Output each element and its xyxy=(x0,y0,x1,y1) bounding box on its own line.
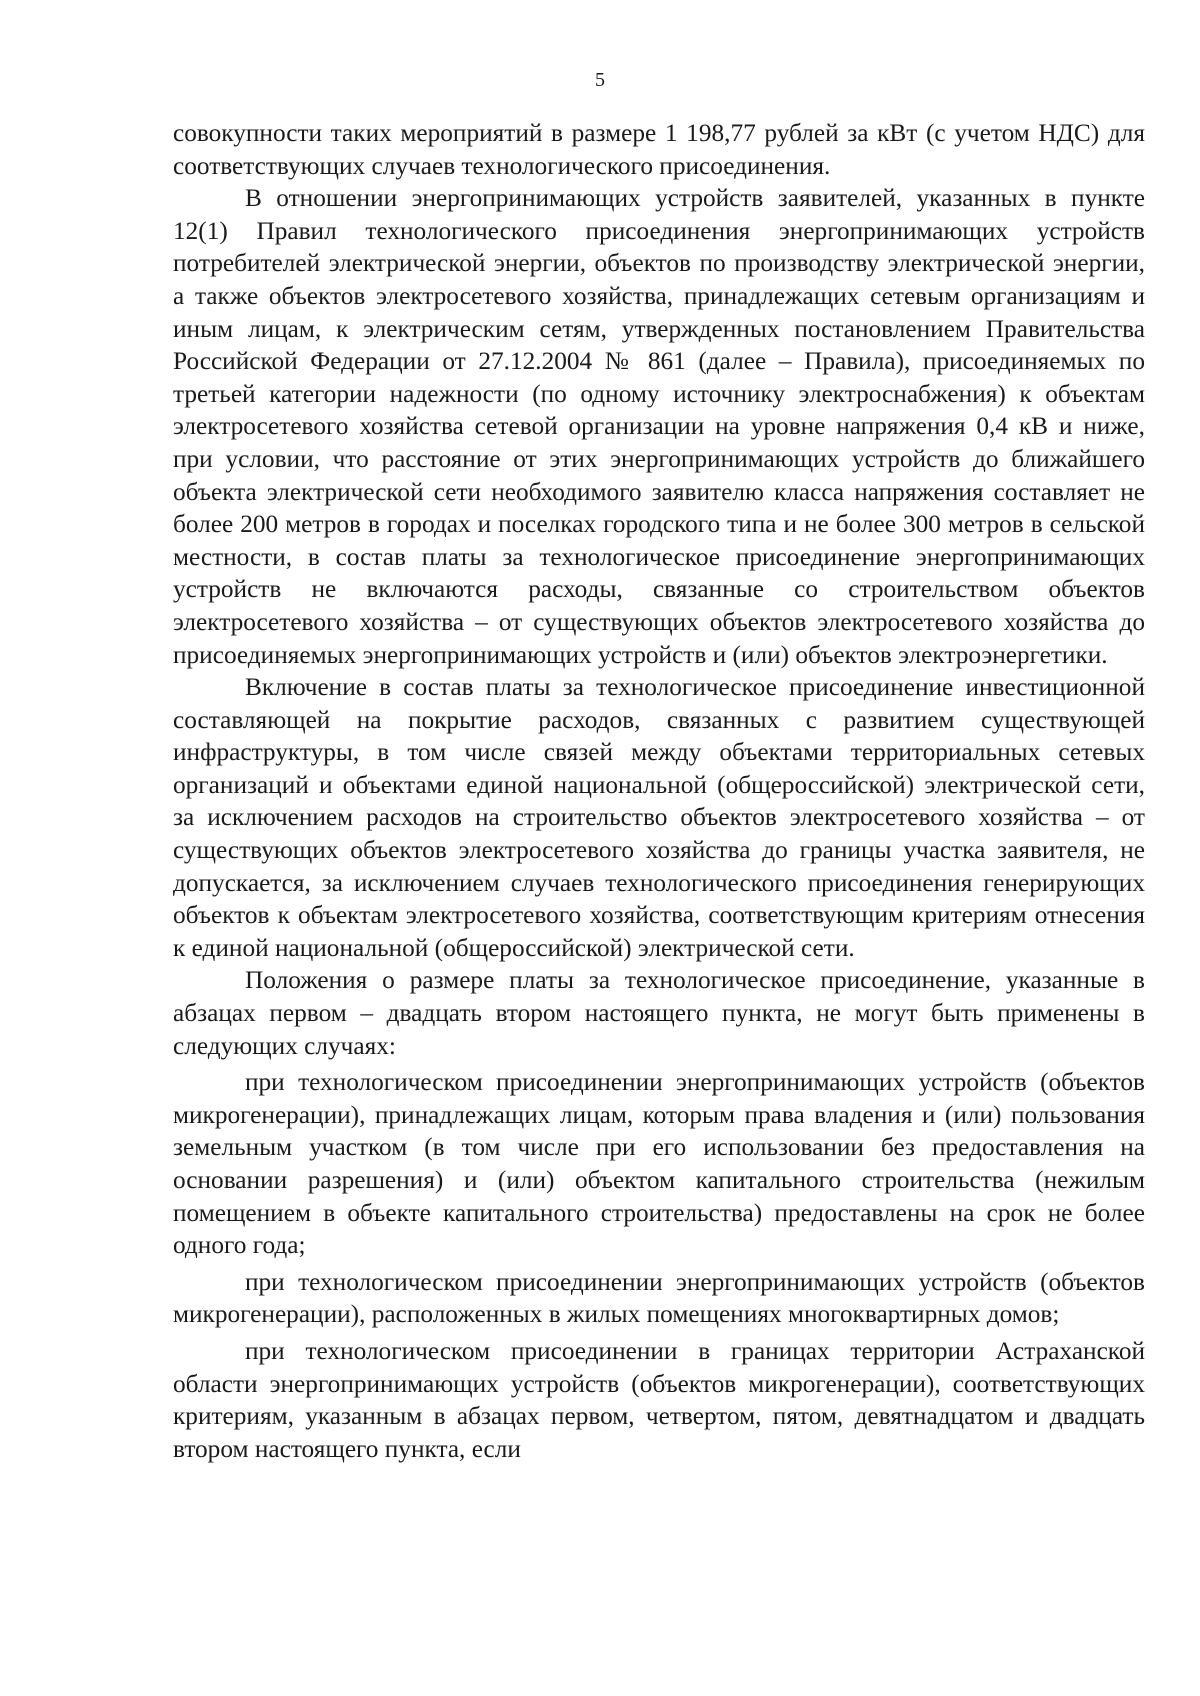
paragraph-continuation: совокупности таких мероприятий в размере 1 198,77 рублей за кВт (с учетом НДС) для соответствующих случаев технологического присоединения. xyxy=(173,119,1145,180)
page-number: 5 xyxy=(595,69,605,91)
list-paragraph: при технологическом присоединении энергопринимающих устройств (объектов микрогенерации), принадлежащих лицам, которым права владения и (или) пользования земельным участком (в том числе при его использовании без предоставления на основании разрешения) и (или) объектом капитального строительства (нежилым помещением в объекте капитального строительства) предоставлены на срок не более одного года; xyxy=(173,1068,1145,1260)
list-paragraph: при технологическом присоединении в границах территории Астраханской области энергопринимающих устройств (объектов микрогенерации), соответствующих критериям, указанным в абзацах первом, четвертом, пятом, девятнадцатом и двадцать втором настоящего пункта, если xyxy=(173,1336,1145,1463)
paragraph: Включение в состав платы за технологическое присоединение инвестиционной составляющей на покрытие расходов, связанных с развитием существующей инфраструктуры, в том числе связей между объектами территориальных сетевых организаций и объектами единой национальной (общероссийской) электрической сети, за исключением расходов на строительство объектов электросетевого хозяйства – от существующих объектов электросетевого хозяйства до границы участка заявителя, не допускается, за исключением случаев технологического присоединения генерирующих объектов к объектам электросетевого хозяйства, соответствующим критериям отнесения к единой национальной (общероссийской) электрической сети. xyxy=(173,673,1145,962)
paragraph: Положения о размере платы за технологическое присоединение, указанные в абзацах первом – двадцать втором настоящего пункта, не могут быть применены в следующих случаях: xyxy=(173,966,1145,1060)
list-paragraph: при технологическом присоединении энергопринимающих устройств (объектов микрогенерации), расположенных в жилых помещениях многоквартирных домов; xyxy=(173,1267,1145,1329)
document-body xyxy=(173,117,1145,1465)
paragraph: В отношении энергопринимающих устройств заявителей, указанных в пункте 12(1) Правил технологического присоединения энергопринимающих устройств потребителей электрической энергии, объектов по производству электрической энергии, а также объектов электросетевого хозяйства, принадлежащих сетевым организациям и иным лицам, к электрическим сетям, утвержденных постановлением Правительства Российской Федерации от 27.12.2004 № 861 (далее – Правила), присоединяемых по третьей категории надежности (по одному источнику электроснабжения) к объектам электросетевого хозяйства сетевой организации на уровне напряжения 0,4 кВ и ниже, при условии, что расстояние от этих энергопринимающих устройств до ближайшего объекта электрической сети необходимого заявителю класса напряжения составляет не более 200 метров в городах и поселках городского типа и не более 300 метров в сельской местности, в состав платы за технологическое присоединение энергопринимающих устройств не включаются расходы, связанные со строительством объектов электросетевого хозяйства – от существующих объектов электросетевого хозяйства до присоединяемых энергопринимающих устройств и (или) объектов электроэнергетики. xyxy=(173,184,1145,669)
